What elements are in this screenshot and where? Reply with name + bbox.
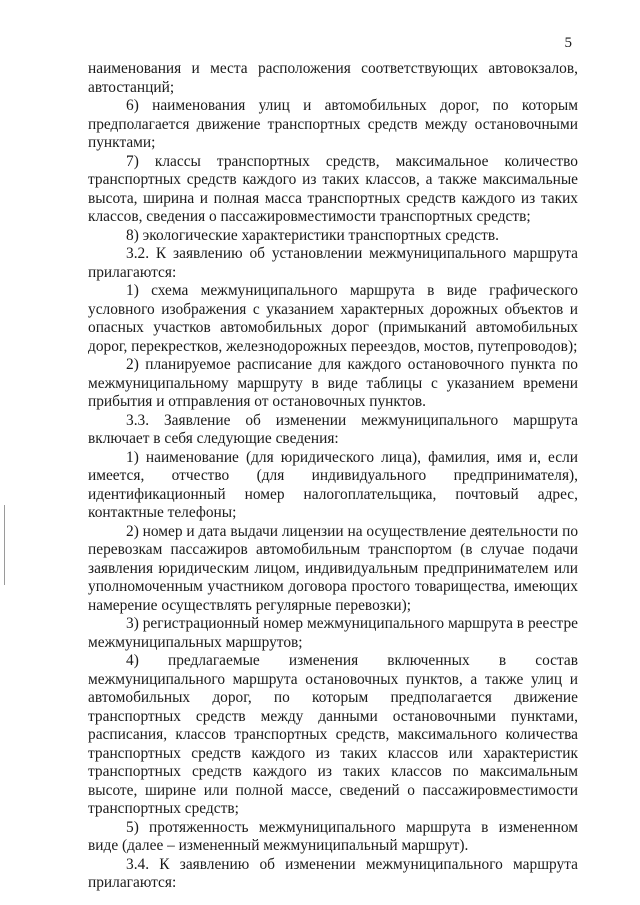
paragraph-3-3-item-3: 3) регистрационный номер межмуниципального маршрута в реестре межмуниципальных маршрутов;: [88, 615, 578, 651]
paragraph-3-3-item-1: 1) наименование (для юридического лица), фамилия, имя и, если имеется, отчество (для индивидуального предпринимателя), идентификационный номер налогоплательщика, почтовый адрес, контактные телефоны;: [88, 448, 578, 521]
page-number: 5: [564, 35, 572, 51]
paragraph-item-8: 8) экологические характеристики транспортных средств.: [126, 226, 499, 244]
scan-margin-mark: [4, 505, 5, 585]
paragraph-continuation: наименования и места расположения соответствующих автовокзалов, автостанций;: [88, 60, 578, 96]
document-body: [88, 60, 578, 893]
paragraph-3-3-item-5: 5) протяженность межмуниципального маршрута в измененном виде (далее – измененный межмуниципальный маршрут).: [88, 818, 578, 854]
paragraph-section-3-3: 3.3. Заявление об изменении межмуниципального маршрута включает в себя следующие сведения:: [88, 411, 578, 447]
paragraph-item-7: 7) классы транспортных средств, максимальное количество транспортных средств каждого из таких классов, а также максимальные высота, ширина и полная масса транспортных средств каждого из таких классов, сведения о пассажировместимости транспортных средств;: [88, 152, 578, 225]
paragraph-section-3-2: 3.2. К заявлению об установлении межмуниципального маршрута прилагаются:: [88, 245, 578, 281]
paragraph-3-2-item-1: 1) схема межмуниципального маршрута в виде графического условного изображения с указанием характерных дорожных объектов и опасных участков автомобильных дорог (примыканий автомобильных дорог, перекрестков, железнодорожных переездов, мостов, путепроводов);: [88, 282, 578, 355]
paragraph-3-2-item-2: 2) планируемое расписание для каждого остановочного пункта по межмуниципальному маршруту в виде таблицы с указанием времени прибытия и отправления от остановочных пунктов.: [88, 356, 578, 410]
paragraph-3-3-item-2: 2) номер и дата выдачи лицензии на осуществление деятельности по перевозкам пассажиров автомобильным транспортом (в случае подачи заявления юридическим лицом, индивидуальным предпринимателем или уполномоченным участником договора простого товарищества, имеющих намерение осуществлять регулярные перевозки);: [88, 522, 579, 614]
paragraph-section-3-4: 3.4. К заявлению об изменении межмуниципального маршрута прилагаются:: [88, 855, 578, 891]
paragraph-3-3-item-4: 4) предлагаемые изменения включенных в состав межмуниципального маршрута остановочных пунктов, а также улиц и автомобильных дорог, по которым предполагается движение транспортных средств между данными остановочными пунктами, расписания, классов транспортных средств, максимального количества транспортных средств каждого из таких классов или характеристик транспортных средств каждого из таких классов по максимальным высоте, ширине или полной массе, сведений о пассажировместимости транспортных средств;: [88, 652, 578, 817]
paragraph-item-6: 6) наименования улиц и автомобильных дорог, по которым предполагается движение транспортных средств между остановочными пунктами;: [88, 97, 578, 151]
